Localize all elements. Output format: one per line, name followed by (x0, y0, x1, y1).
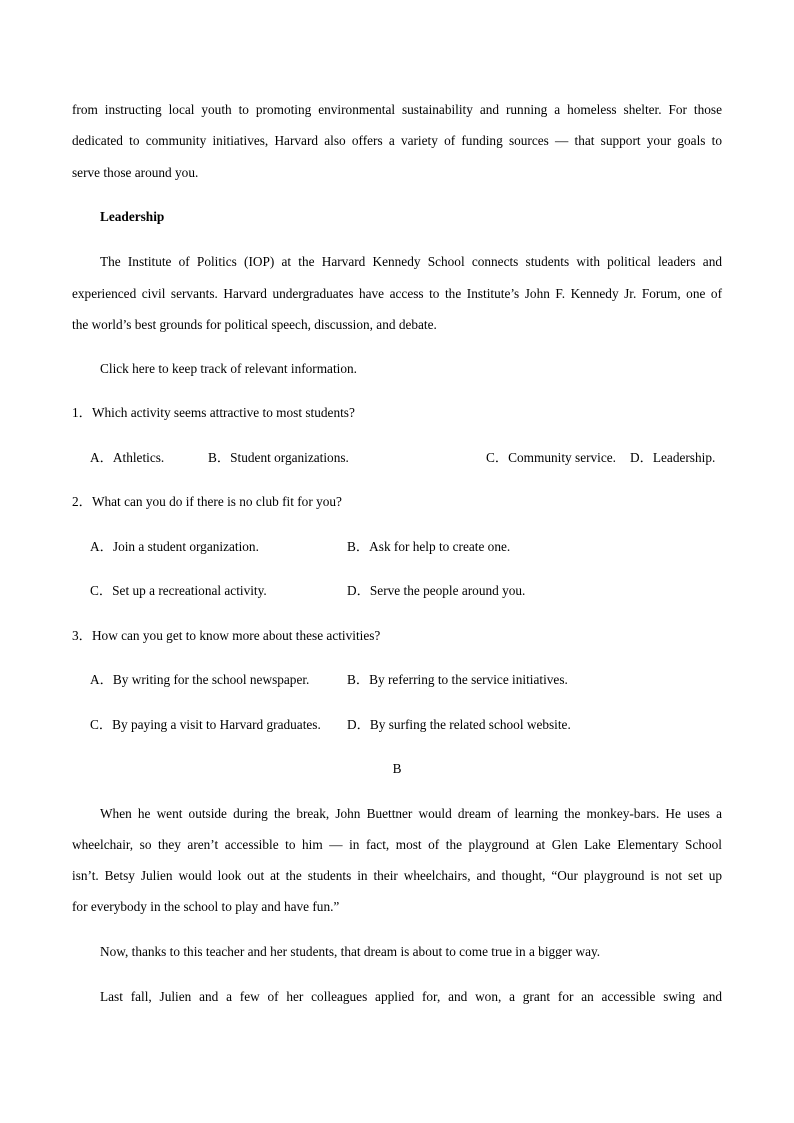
leadership-line-2: experienced civil servants. Harvard undergraduates have access to the Institute’s John F. Kennedy Jr. Forum, one of (72, 286, 722, 301)
section-b-para3-line-1: Last fall, Julien and a few of her colleagues applied for, and won, a grant for an accessible swing and (100, 989, 722, 1004)
question-3-option-c[interactable]: C．By paying a visit to Harvard graduates. (90, 717, 321, 732)
leadership-heading: Leadership (100, 209, 165, 224)
question-3-option-d[interactable]: D．By surfing the related school website. (347, 717, 571, 732)
leadership-line-3: the world’s best grounds for political speech, discussion, and debate. (72, 317, 437, 332)
question-1-option-a[interactable]: A．Athletics. (90, 450, 165, 465)
question-2-option-b[interactable]: B．Ask for help to create one. (347, 539, 511, 554)
section-b-para1-line-1: When he went outside during the break, John Buettner would dream of learning the monkey-bars. He uses a (100, 806, 722, 821)
leadership-line-1: The Institute of Politics (IOP) at the Harvard Kennedy School connects students with political leaders and (100, 254, 722, 269)
question-3-stem: 3．How can you get to know more about these activities? (72, 628, 381, 643)
question-2-stem: 2．What can you do if there is no club fit for you? (72, 494, 342, 509)
community-line-2: dedicated to community initiatives, Harvard also offers a variety of funding sources — that support your goals to (72, 133, 722, 148)
question-3-option-b[interactable]: B．By referring to the service initiatives. (347, 672, 568, 687)
section-b-para1-line-4: for everybody in the school to play and have fun.” (72, 899, 340, 914)
question-1-stem: 1．Which activity seems attractive to most students? (72, 405, 355, 420)
section-b-label: B (392, 761, 402, 776)
community-line-1: from instructing local youth to promoting environmental sustainability and running a homeless shelter. For those (72, 102, 722, 117)
question-1-option-c[interactable]: C．Community service. (486, 450, 617, 465)
question-2-option-c[interactable]: C．Set up a recreational activity. (90, 583, 267, 598)
community-line-3: serve those around you. (72, 165, 199, 180)
question-3-option-a[interactable]: A．By writing for the school newspaper. (90, 672, 310, 687)
question-1-option-b[interactable]: B．Student organizations. (208, 450, 349, 465)
section-b-para1-line-3: isn’t. Betsy Julien would look out at the students in their wheelchairs, and thought, “Our playground is not set up (72, 868, 722, 883)
click-here-text[interactable]: Click here to keep track of relevant information. (100, 361, 357, 376)
section-b-para1-line-2: wheelchair, so they aren’t accessible to him — in fact, most of the playground at Glen Lake Elementary School (72, 837, 722, 852)
question-2-option-d[interactable]: D．Serve the people around you. (347, 583, 526, 598)
question-2-option-a[interactable]: A．Join a student organization. (90, 539, 259, 554)
question-1-option-d[interactable]: D．Leadership. (630, 450, 716, 465)
section-b-para2: Now, thanks to this teacher and her students, that dream is about to come true in a bigger way. (100, 944, 601, 959)
